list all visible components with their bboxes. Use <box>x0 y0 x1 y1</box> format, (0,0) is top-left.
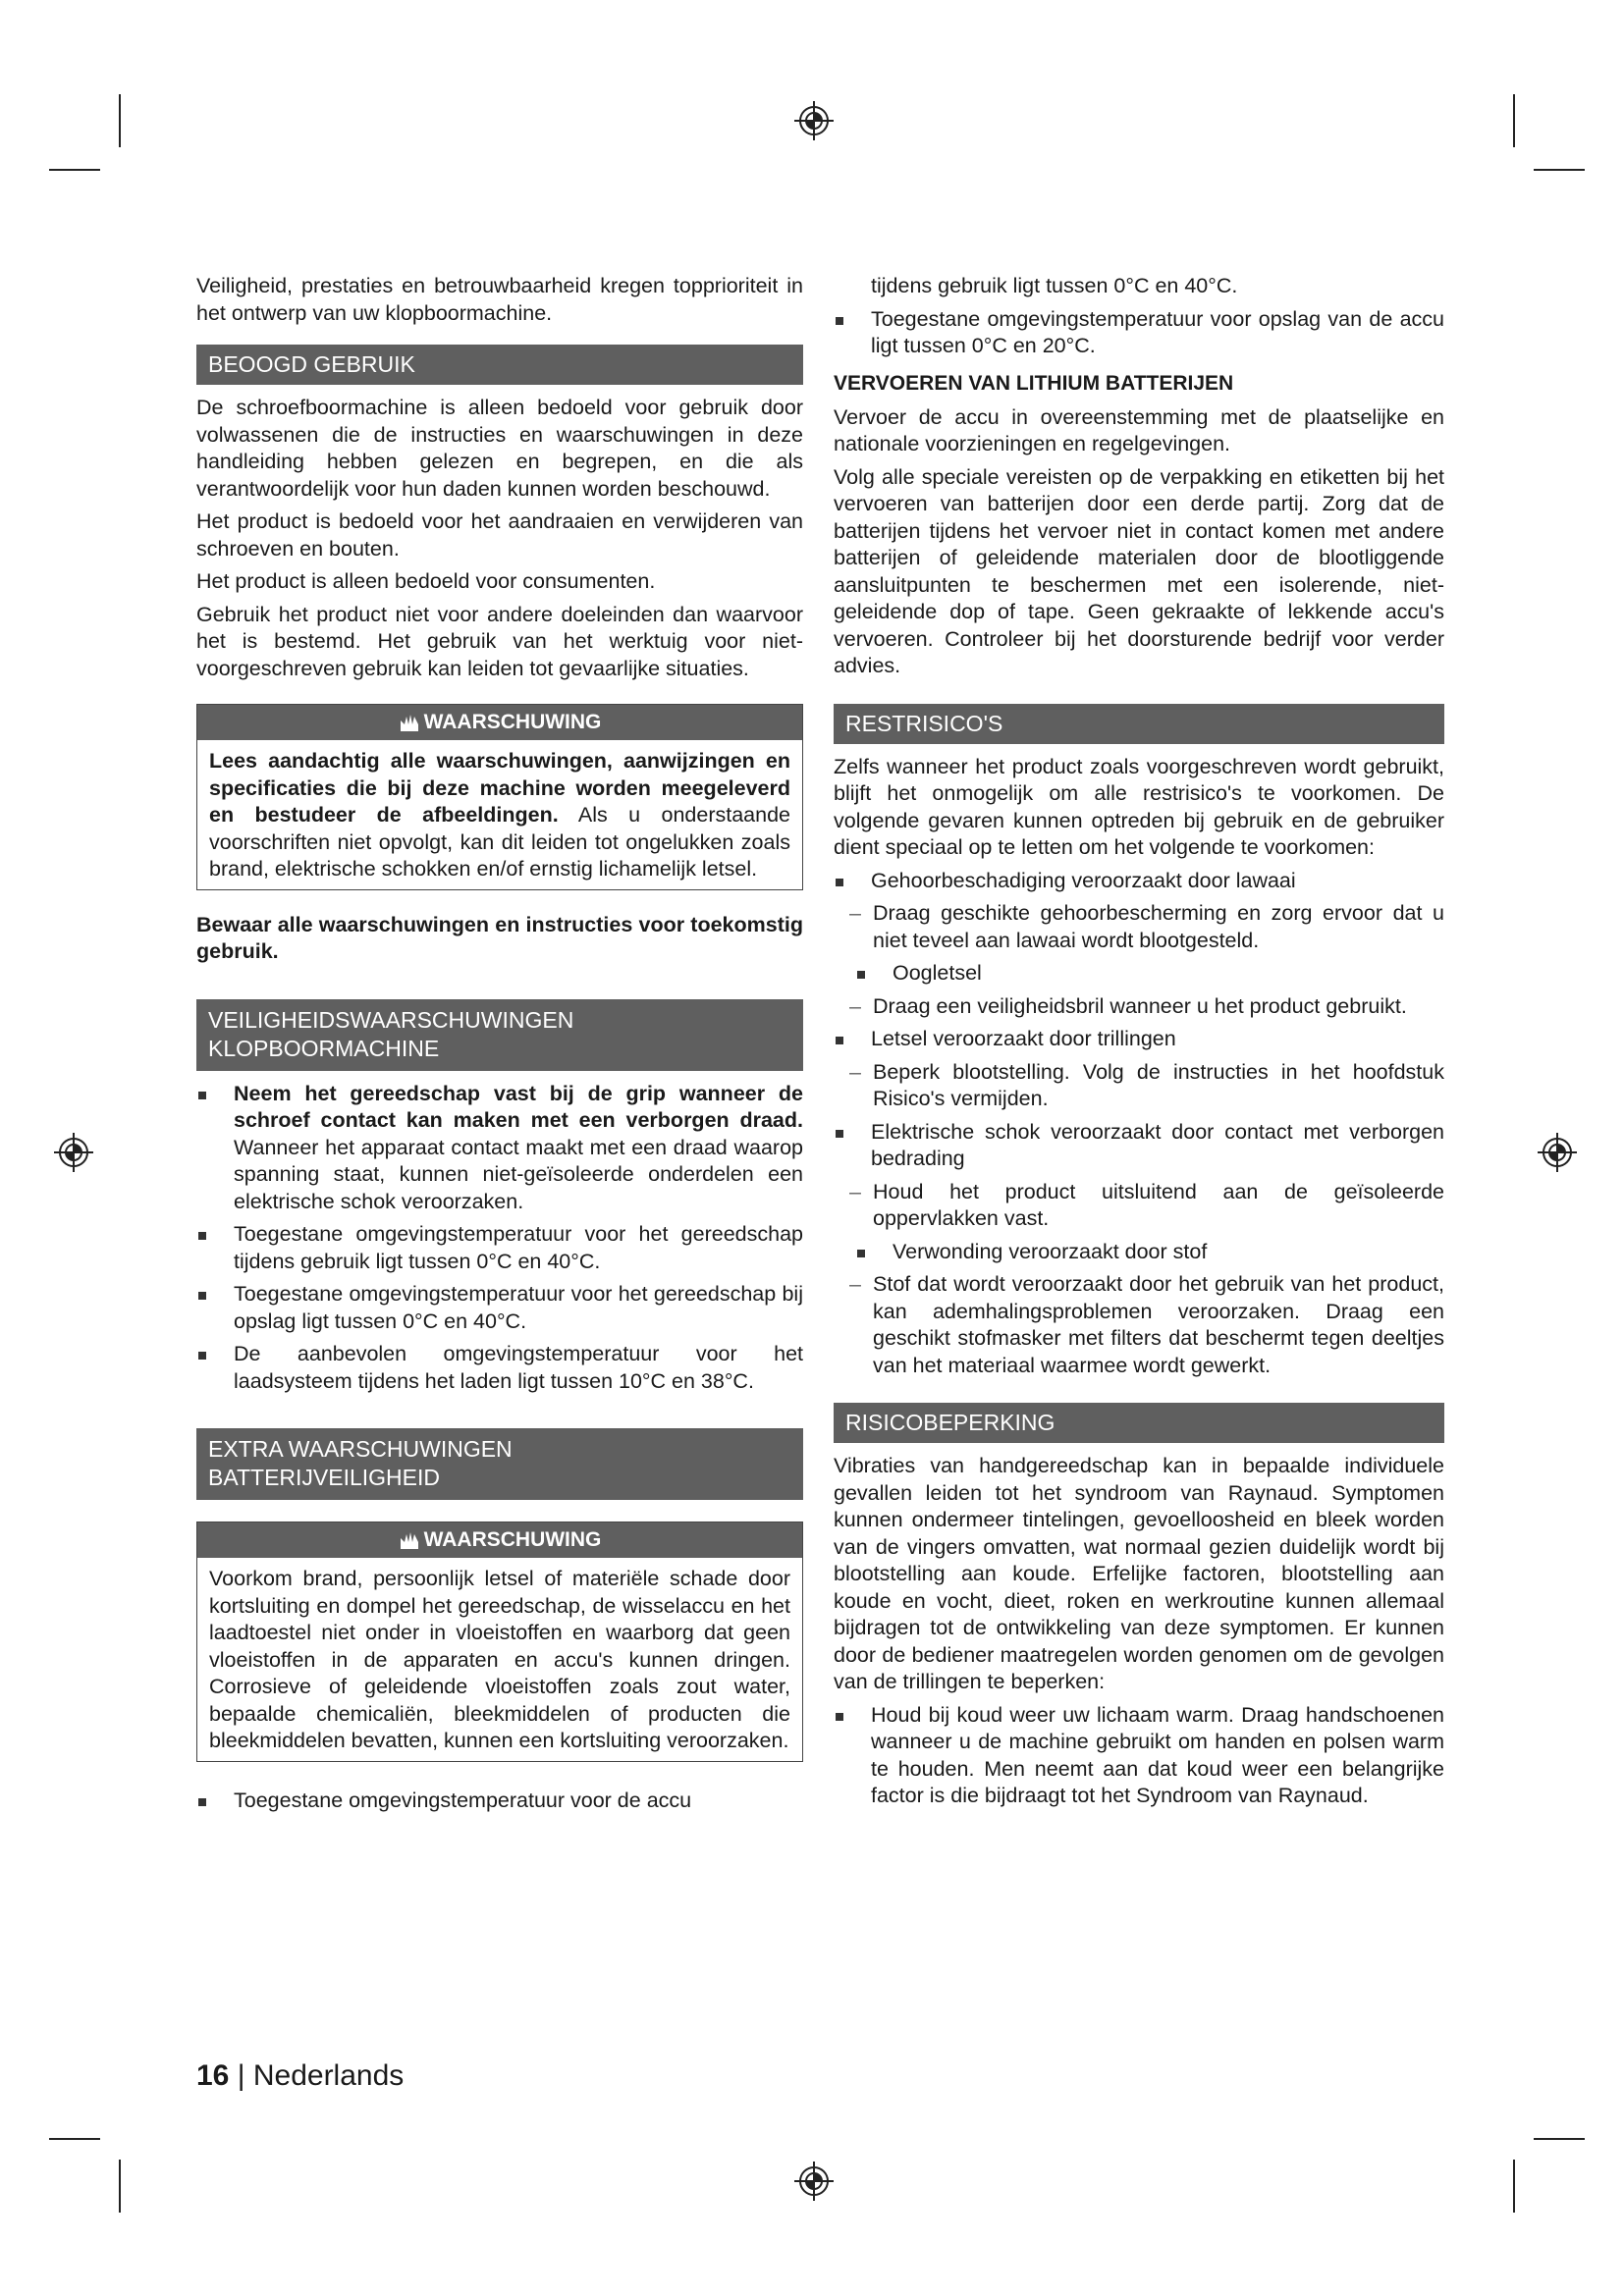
warning-title: WAARSCHUWING <box>423 711 602 733</box>
list-item: Elektrische schok veroorzaakt door contact met verborgen bedrading <box>834 1119 1444 1173</box>
list-item: Gehoorbeschadiging veroorzaakt door lawaai <box>834 868 1444 895</box>
battery-list <box>196 1788 803 1815</box>
crop-mark <box>1513 2160 1515 2213</box>
warning-body: Voorkom brand, persoonlijk letsel of materiële schade door kortsluiting en dompel het gereedschap, de wisselaccu en het laadtoestel niet onder in vloeistoffen en waarborg dat geen vloeistoffen in de apparaten en accu's kunnen dringen. Corrosieve of geleidende vloeistoffen zoals zout water, bepaalde chemicaliën, bleekmiddelen of producten die bleekmiddelen bevatten, kunnen een kortsluiting veroorzaken. <box>209 1567 790 1752</box>
section-heading-residual-risks: RESTRISICO'S <box>834 704 1444 744</box>
registration-mark-icon <box>792 2160 836 2203</box>
keep-instructions-text: Bewaar alle waarschuwingen en instructies voor toekomstig gebruik. <box>196 912 803 963</box>
mitigation-list <box>834 1702 1444 1810</box>
registration-mark-icon <box>52 1131 95 1174</box>
intended-use-paragraph: Gebruik het product niet voor andere doeleinden dan waarvoor het is bestemd. Het gebruik van het werktuig voor niet-voorgeschreven gebruik kan leiden tot gevaarlijke situaties. <box>196 602 803 680</box>
warning-hand-icon <box>399 713 420 732</box>
registration-mark-icon <box>792 99 836 142</box>
list-subitem: – Houd het product uitsluitend aan de geïsoleerde oppervlakken vast. <box>834 1179 1444 1233</box>
crop-mark <box>1513 94 1515 147</box>
page-number: 16 <box>196 2059 230 2092</box>
list-item: Oogletsel <box>834 960 1444 988</box>
warning-body: Lees aandachtig alle waarschuwingen, aanwijzingen en specificaties die bij deze machine worden meegeleverd en bestudeer de afbeeldingen. Als u onderstaande voorschriften niet opvolgt, kan dit leiden tot ongelukken zoals brand, elektrische schokken en/of ernstig lichamelijk letsel. <box>209 749 790 881</box>
residual-list <box>834 960 1444 988</box>
list-item: Toegestane omgevingstemperatuur voor opslag van de accu ligt tussen 0°C en 20°C. <box>834 306 1444 360</box>
section-heading-transport: VERVOEREN VAN LITHIUM BATTERIJEN <box>834 371 1234 395</box>
section-heading-mitigation: RISICOBEPERKING <box>834 1403 1444 1443</box>
page-footer <box>196 2059 404 2093</box>
crop-mark <box>119 2160 121 2213</box>
residual-intro: Zelfs wanneer het product zoals voorgeschreven wordt gebruikt, blijft het onmogelijk om alle restrisico's te voorkomen. De volgende gevaren kunnen optreden bij gebruik en de gebruiker dient speciaal op te letten om het volgende te voorkomen: <box>834 754 1444 859</box>
safety-list <box>196 1081 803 1396</box>
list-item: De aanbevolen omgevingstemperatuur voor het laadsysteem tijdens het laden ligt tussen 10°C en 38°C. <box>196 1341 803 1395</box>
continued-text: tijdens gebruik ligt tussen 0°C en 40°C. <box>871 274 1238 297</box>
residual-list <box>834 868 1444 895</box>
transport-paragraph: Vervoer de accu in overeenstemming met de plaatselijke en nationale voorzieningen en regelgevingen. <box>834 404 1444 455</box>
list-item: Toegestane omgevingstemperatuur voor het gereedschap tijdens gebruik ligt tussen 0°C en 40°C. <box>196 1221 803 1275</box>
list-item: Letsel veroorzaakt door trillingen <box>834 1026 1444 1053</box>
intro-text: Veiligheid, prestaties en betrouwbaarheid kregen topprioriteit in het ontwerp van uw klopboormachine. <box>196 274 803 325</box>
list-item: Toegestane omgevingstemperatuur voor het gereedschap bij opslag ligt tussen 0°C en 40°C. <box>196 1281 803 1335</box>
residual-list <box>834 1119 1444 1173</box>
footer-separator: | <box>229 2059 253 2092</box>
crop-mark <box>1534 2138 1585 2140</box>
list-subitem: – Beperk blootstelling. Volg de instructies in het hoofdstuk Risico's vermijden. <box>834 1059 1444 1113</box>
registration-mark-icon <box>1536 1131 1579 1174</box>
list-item: Verwonding veroorzaakt door stof <box>834 1239 1444 1266</box>
mitigation-paragraph: Vibraties van handgereedschap kan in bepaalde individuele gevallen leiden tot het syndroom van Raynaud. Symptomen kunnen ondermeer tintelingen, gevoelloosheid en bleek worden van de vingers omvatten, wat normaal gezien duidelijk wordt bij blootstelling aan koude. Erfelijke factoren, blootstelling aan koude en vocht, dieet, roken en werkroutine kunnen allemaal bijdragen tot de ontwikkeling van deze symptomen. Er kunnen door de bediener maatregelen worden genomen om de gevolgen van de trillingen te beperken: <box>834 1454 1444 1693</box>
crop-mark <box>49 169 100 171</box>
residual-list <box>834 1026 1444 1053</box>
warning-hand-icon <box>399 1530 420 1550</box>
warning-title: WAARSCHUWING <box>423 1528 602 1551</box>
left-column <box>196 273 803 1820</box>
list-item: Houd bij koud weer uw lichaam warm. Draag handschoenen wanneer u de machine gebruikt om handen en polsen warm te houden. Men neemt aan dat koud weer een belangrijke factor is die bijdraagt tot het Syndroom van Raynaud. <box>834 1702 1444 1810</box>
list-subitem: – Stof dat wordt veroorzaakt door het gebruik van het product, kan ademhalingsproblemen veroorzaken. Draag een geschikt stofmasker met filters dat beschermt tegen deeltjes van het materiaal waarmee wordt gewerkt. <box>834 1271 1444 1379</box>
transport-paragraph: Volg alle speciale vereisten op de verpakking en etiketten bij het vervoeren van batterijen door een derde partij. Zorg dat de batterijen tijdens het vervoer niet in contact komen met andere batterijen of geleidende materialen door de blootliggende aansluitpunten te beschermen met een isolerende, niet-geleidende dop of tape. Geen gekraakte of lekkende accu's vervoeren. Controleer bij het doorsturende bedrijf voor verder advies. <box>834 464 1444 677</box>
list-subitem: – Draag geschikte gehoorbescherming en zorg ervoor dat u niet teveel aan lawaai wordt blootgesteld. <box>834 900 1444 954</box>
list-item: Toegestane omgevingstemperatuur voor de accu <box>196 1788 803 1815</box>
warning-header <box>197 1522 802 1558</box>
crop-mark <box>1534 169 1585 171</box>
crop-mark <box>49 2138 100 2140</box>
list-subitem: – Draag een veiligheidsbril wanneer u het product gebruikt. <box>834 993 1444 1021</box>
storage-list <box>834 306 1444 360</box>
section-heading-intended-use: BEOOGD GEBRUIK <box>196 345 803 385</box>
residual-list <box>834 1239 1444 1266</box>
section-heading-battery: EXTRA WAARSCHUWINGEN BATTERIJVEILIGHEID <box>196 1428 803 1500</box>
right-column <box>834 273 1444 1816</box>
crop-mark <box>119 94 121 147</box>
footer-language: Nederlands <box>252 2059 405 2092</box>
warning-header <box>197 705 802 740</box>
section-heading-safety: VEILIGHEIDSWAARSCHUWINGEN KLOPBOORMACHINE <box>196 999 803 1071</box>
intended-use-paragraph: Het product is bedoeld voor het aandraaien en verwijderen van schroeven en bouten. <box>196 509 803 561</box>
intended-use-paragraph: Het product is alleen bedoeld voor consumenten. <box>196 569 656 593</box>
list-item: Neem het gereedschap vast bij de grip wanneer de schroef contact kan maken met een verborgen draad. Wanneer het apparaat contact maakt met een draad waarop spanning staat, kunnen niet-geïsoleerde onderdelen een elektrische schok veroorzaken. <box>196 1081 803 1216</box>
warning-box <box>196 704 803 890</box>
warning-box <box>196 1522 803 1762</box>
intended-use-paragraph: De schroefboormachine is alleen bedoeld voor gebruik door volwassenen die de instructies en waarschuwingen in deze handleiding hebben gelezen en begrepen, en die als verantwoordelijk voor hun daden kunnen worden beschouwd. <box>196 396 803 501</box>
